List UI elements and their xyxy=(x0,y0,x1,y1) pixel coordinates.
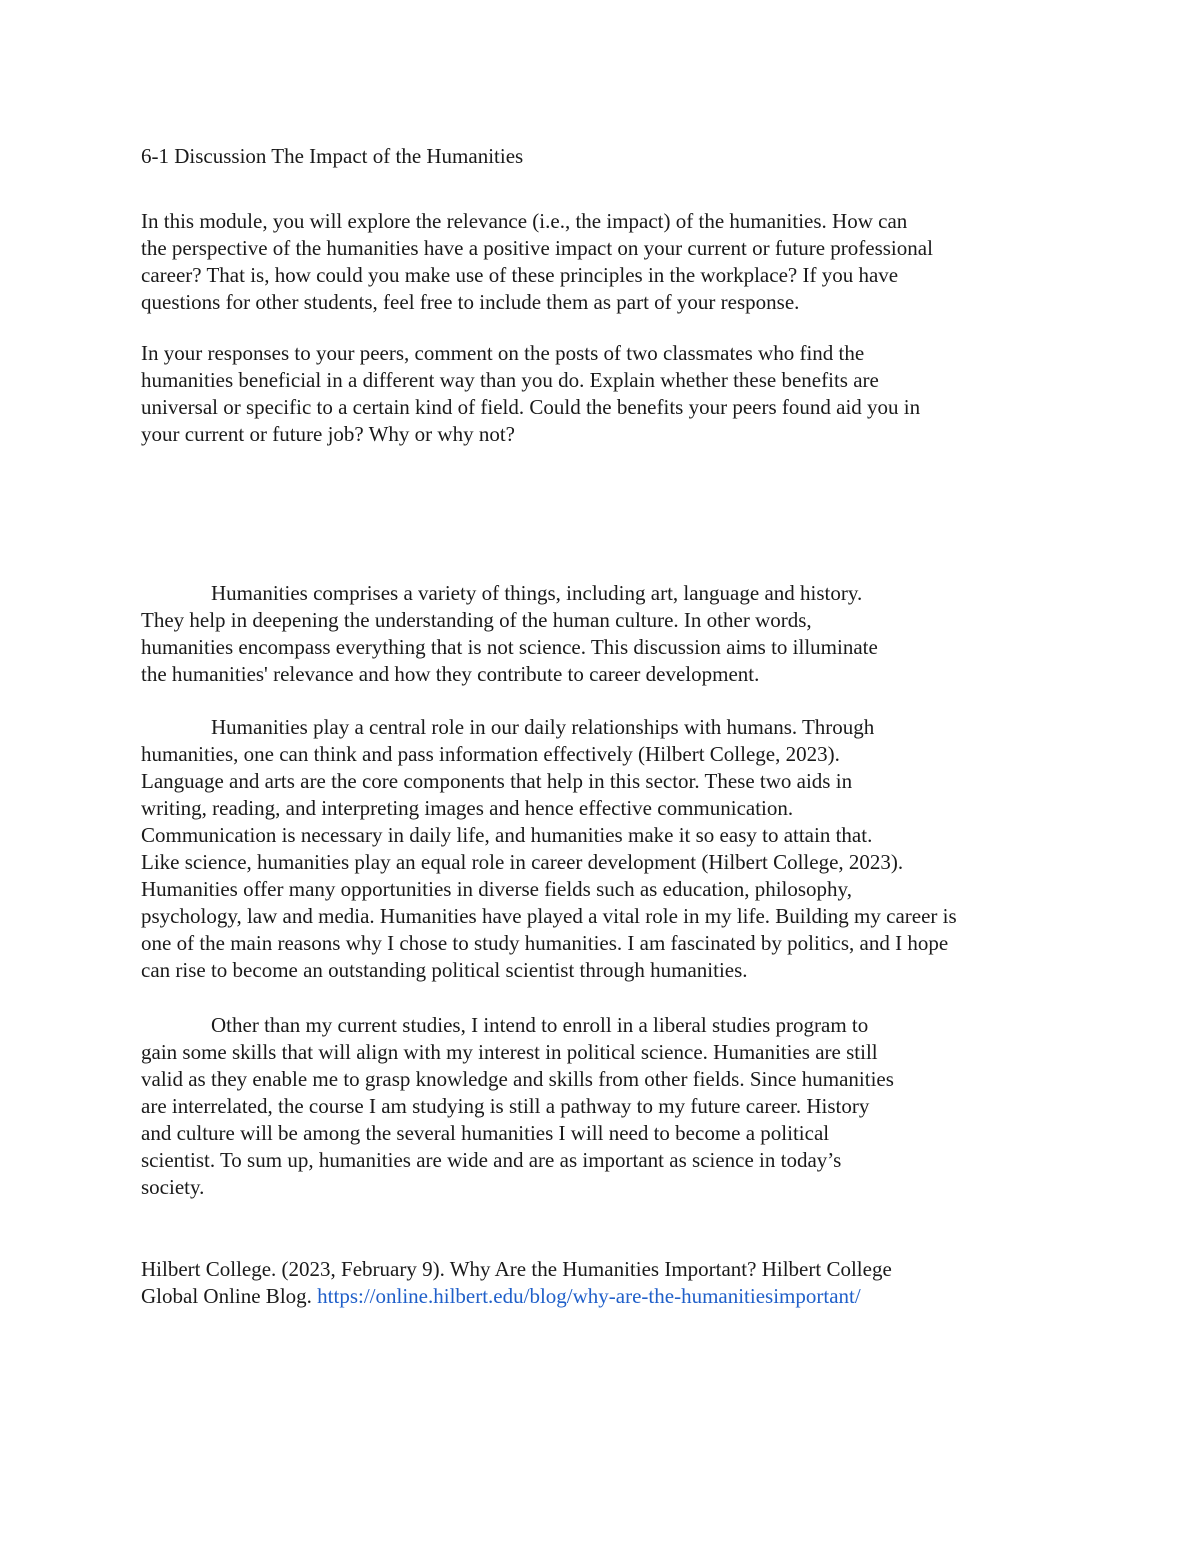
response-line: the humanities' relevance and how they contribute to career development. xyxy=(141,662,760,686)
response-line: valid as they enable me to grasp knowledge and skills from other fields. Since humanities xyxy=(141,1067,894,1091)
response-line: Like science, humanities play an equal role in career development (Hilbert College, 2023). xyxy=(141,850,904,874)
response-line: Humanities play a central role in our daily relationships with humans. Through xyxy=(211,715,875,739)
response-line: and culture will be among the several humanities I will need to become a political xyxy=(141,1121,830,1145)
response-line: writing, reading, and interpreting images and hence effective communication. xyxy=(141,796,794,820)
response-line: Humanities comprises a variety of things, including art, language and history. xyxy=(211,581,863,605)
document-title: 6-1 Discussion The Impact of the Humanities xyxy=(141,144,524,168)
prompt-line: your current or future job? Why or why not? xyxy=(141,422,516,446)
prompt-line: universal or specific to a certain kind of field. Could the benefits your peers found aid you in xyxy=(141,395,921,419)
prompt-line: In your responses to your peers, comment on the posts of two classmates who find the xyxy=(141,341,865,365)
response-line: Other than my current studies, I intend to enroll in a liberal studies program to xyxy=(211,1013,869,1037)
prompt-line: career? That is, how could you make use of these principles in the workplace? If you have xyxy=(141,263,899,287)
response-line: They help in deepening the understanding of the human culture. In other words, xyxy=(141,608,812,632)
response-line: scientist. To sum up, humanities are wide and are as important as science in today’s xyxy=(141,1148,842,1172)
response-line: Communication is necessary in daily life, and humanities make it so easy to attain that. xyxy=(141,823,873,847)
response-line: gain some skills that will align with my interest in political science. Humanities are still xyxy=(141,1040,878,1064)
reference-source: Global Online Blog. xyxy=(141,1284,318,1308)
prompt-line: In this module, you will explore the relevance (i.e., the impact) of the humanities. How can xyxy=(141,209,908,233)
prompt-line: the perspective of the humanities have a positive impact on your current or future professional xyxy=(141,236,933,260)
reference-link[interactable]: https://online.hilbert.edu/blog/why-are-the-humanitiesimportant/ xyxy=(317,1284,861,1308)
response-line: psychology, law and media. Humanities have played a vital role in my life. Building my career is xyxy=(141,904,957,928)
response-line: humanities, one can think and pass information effectively (Hilbert College, 2023). xyxy=(141,742,840,766)
prompt-line: humanities beneficial in a different way than you do. Explain whether these benefits are xyxy=(141,368,879,392)
reference-line-2 xyxy=(141,1283,861,1310)
response-line: are interrelated, the course I am studying is still a pathway to my future career. History xyxy=(141,1094,870,1118)
response-line: Humanities offer many opportunities in diverse fields such as education, philosophy, xyxy=(141,877,852,901)
response-line: humanities encompass everything that is not science. This discussion aims to illuminate xyxy=(141,635,878,659)
prompt-line: questions for other students, feel free to include them as part of your response. xyxy=(141,290,800,314)
response-line: can rise to become an outstanding political scientist through humanities. xyxy=(141,958,748,982)
response-line: society. xyxy=(141,1175,205,1199)
reference-line: Hilbert College. (2023, February 9). Why Are the Humanities Important? Hilbert College xyxy=(141,1257,892,1281)
response-line: Language and arts are the core components that help in this sector. These two aids in xyxy=(141,769,853,793)
response-line: one of the main reasons why I chose to study humanities. I am fascinated by politics, and I hope xyxy=(141,931,949,955)
